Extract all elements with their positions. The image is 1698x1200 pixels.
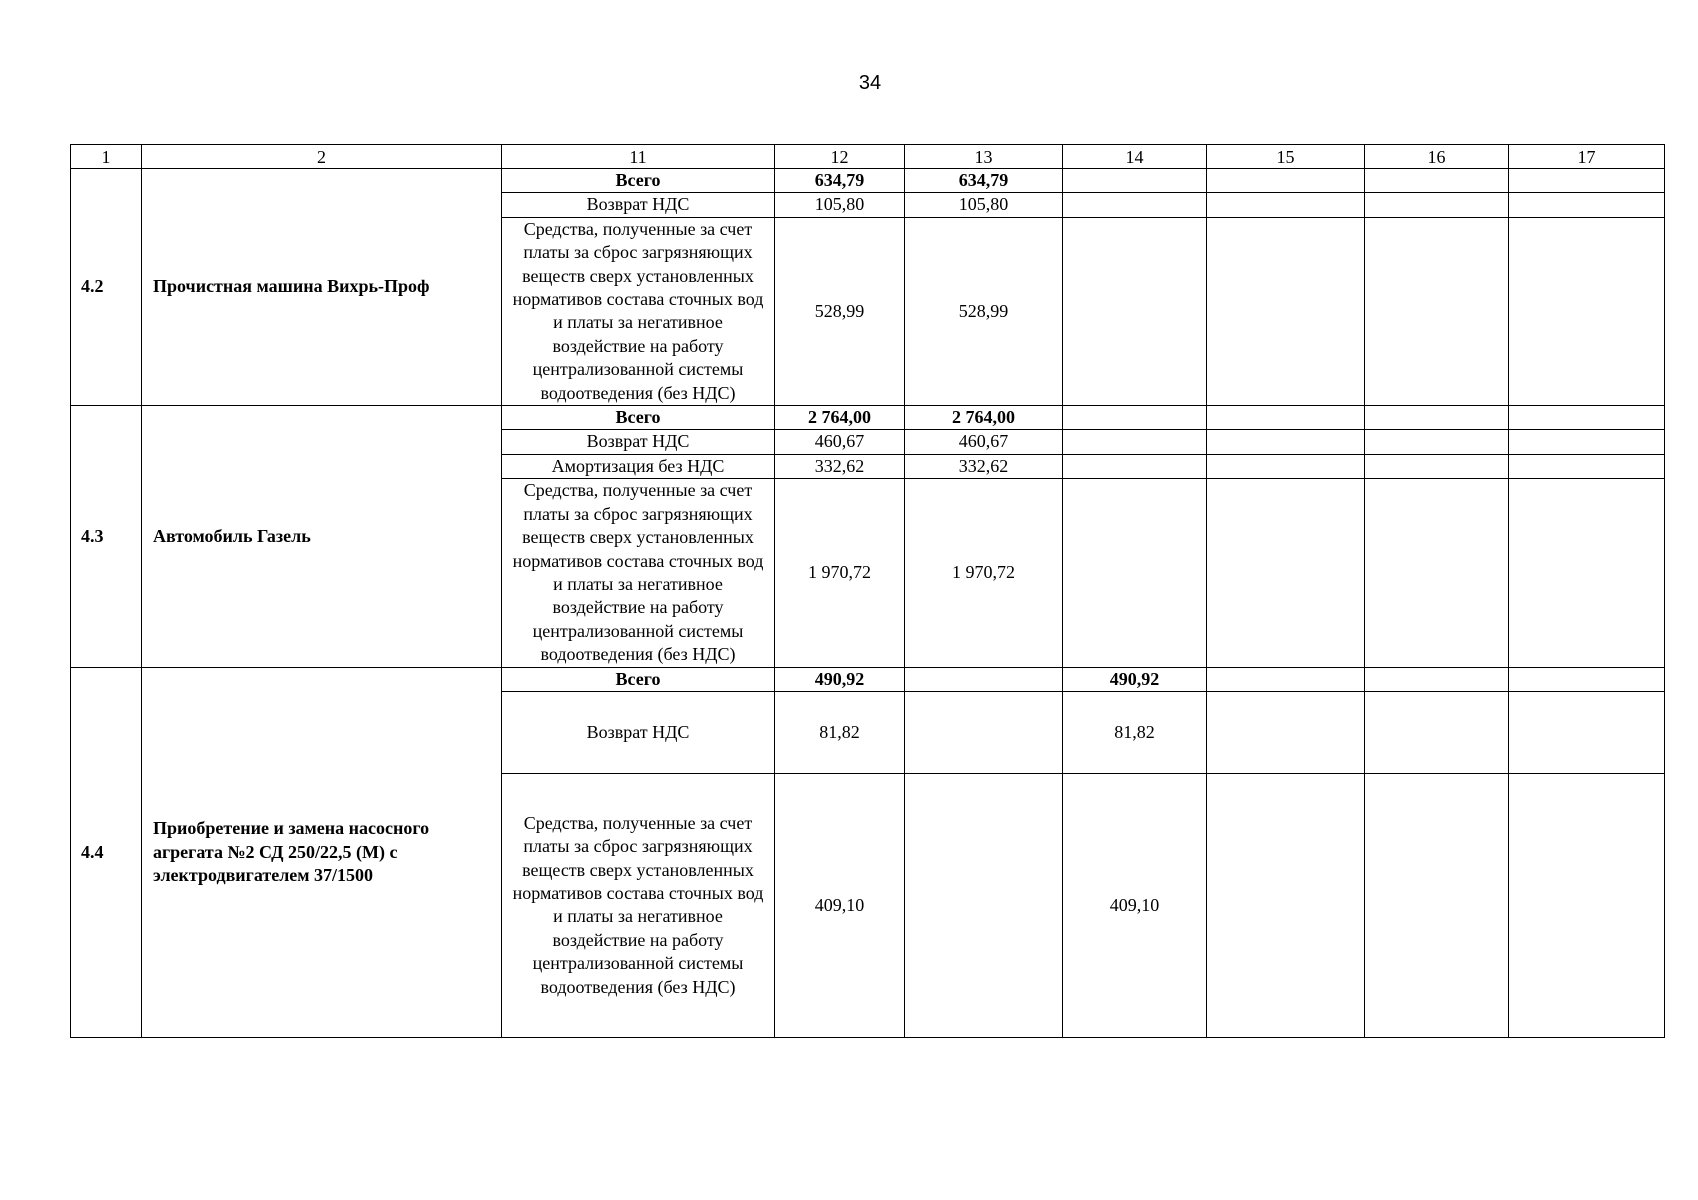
row-label: Возврат НДС xyxy=(502,430,775,454)
column-header: 1 xyxy=(71,145,142,169)
cell-col-17 xyxy=(1509,193,1665,217)
cell-col-14: 490,92 xyxy=(1063,667,1207,691)
cell-col-17 xyxy=(1509,691,1665,773)
cell-col-17 xyxy=(1509,430,1665,454)
cell-col-12: 634,79 xyxy=(775,169,905,193)
cell-col-12: 490,92 xyxy=(775,667,905,691)
cell-col-15 xyxy=(1207,406,1365,430)
cell-col-16 xyxy=(1365,479,1509,667)
cell-col-16 xyxy=(1365,773,1509,1037)
cell-col-13 xyxy=(905,667,1063,691)
cell-col-16 xyxy=(1365,169,1509,193)
item-number: 4.2 xyxy=(71,169,142,406)
row-label: Средства, полученные за счет платы за сброс загрязняющих веществ сверх установленных нормативов состава сточных вод и платы за негативное воздействие на работу централизованной системы водоотведения (без НДС) xyxy=(502,479,775,667)
column-header: 14 xyxy=(1063,145,1207,169)
row-label: Возврат НДС xyxy=(502,691,775,773)
cell-col-12: 332,62 xyxy=(775,454,905,478)
cell-col-15 xyxy=(1207,169,1365,193)
cell-col-16 xyxy=(1365,217,1509,405)
cell-col-14: 81,82 xyxy=(1063,691,1207,773)
cell-col-16 xyxy=(1365,406,1509,430)
cell-col-14 xyxy=(1063,406,1207,430)
cell-col-16 xyxy=(1365,454,1509,478)
cell-col-13: 332,62 xyxy=(905,454,1063,478)
column-header: 12 xyxy=(775,145,905,169)
cell-col-15 xyxy=(1207,773,1365,1037)
cell-col-13: 528,99 xyxy=(905,217,1063,405)
cell-col-16 xyxy=(1365,667,1509,691)
cell-col-13 xyxy=(905,773,1063,1037)
cell-col-14 xyxy=(1063,454,1207,478)
row-label: Всего xyxy=(502,169,775,193)
cell-col-14 xyxy=(1063,430,1207,454)
table-row-total xyxy=(71,169,1665,193)
budget-table xyxy=(70,144,1665,1038)
cell-col-15 xyxy=(1207,193,1365,217)
cell-col-12: 460,67 xyxy=(775,430,905,454)
cell-col-12: 105,80 xyxy=(775,193,905,217)
item-name: Прочистная машина Вихрь-Проф xyxy=(142,169,502,406)
item-number: 4.4 xyxy=(71,667,142,1037)
cell-col-14 xyxy=(1063,479,1207,667)
row-label: Средства, полученные за счет платы за сброс загрязняющих веществ сверх установленных нормативов состава сточных вод и платы за негативное воздействие на работу централизованной системы водоотведения (без НДС) xyxy=(502,773,775,1037)
cell-col-16 xyxy=(1365,193,1509,217)
cell-col-12: 81,82 xyxy=(775,691,905,773)
column-header: 16 xyxy=(1365,145,1509,169)
cell-col-13: 634,79 xyxy=(905,169,1063,193)
cell-col-12: 409,10 xyxy=(775,773,905,1037)
cell-col-17 xyxy=(1509,169,1665,193)
cell-col-13: 2 764,00 xyxy=(905,406,1063,430)
cell-col-15 xyxy=(1207,479,1365,667)
table-header-row xyxy=(71,145,1665,169)
cell-col-13: 1 970,72 xyxy=(905,479,1063,667)
cell-col-13: 460,67 xyxy=(905,430,1063,454)
cell-col-12: 1 970,72 xyxy=(775,479,905,667)
cell-col-14 xyxy=(1063,193,1207,217)
column-header: 13 xyxy=(905,145,1063,169)
column-header: 17 xyxy=(1509,145,1665,169)
column-header: 11 xyxy=(502,145,775,169)
cell-col-15 xyxy=(1207,454,1365,478)
column-header: 15 xyxy=(1207,145,1365,169)
page-number: 34 xyxy=(858,72,882,94)
item-number: 4.3 xyxy=(71,406,142,667)
cell-col-15 xyxy=(1207,430,1365,454)
table-row-total xyxy=(71,667,1665,691)
cell-col-13: 105,80 xyxy=(905,193,1063,217)
row-label: Возврат НДС xyxy=(502,193,775,217)
row-label: Всего xyxy=(502,406,775,430)
cell-col-17 xyxy=(1509,217,1665,405)
item-name: Приобретение и замена насосного агрегата №2 СД 250/22,5 (М) с электродвигателем 37/1500 xyxy=(142,667,502,1037)
row-label: Всего xyxy=(502,667,775,691)
cell-col-16 xyxy=(1365,691,1509,773)
cell-col-14: 409,10 xyxy=(1063,773,1207,1037)
cell-col-14 xyxy=(1063,217,1207,405)
cell-col-17 xyxy=(1509,773,1665,1037)
cell-col-14 xyxy=(1063,169,1207,193)
cell-col-12: 528,99 xyxy=(775,217,905,405)
item-name: Автомобиль Газель xyxy=(142,406,502,667)
cell-col-17 xyxy=(1509,667,1665,691)
column-header: 2 xyxy=(142,145,502,169)
cell-col-17 xyxy=(1509,479,1665,667)
row-label: Амортизация без НДС xyxy=(502,454,775,478)
cell-col-17 xyxy=(1509,406,1665,430)
cell-col-15 xyxy=(1207,217,1365,405)
cell-col-15 xyxy=(1207,691,1365,773)
cell-col-17 xyxy=(1509,454,1665,478)
cell-col-12: 2 764,00 xyxy=(775,406,905,430)
cell-col-13 xyxy=(905,691,1063,773)
table-row-total xyxy=(71,406,1665,430)
cell-col-16 xyxy=(1365,430,1509,454)
row-label: Средства, полученные за счет платы за сброс загрязняющих веществ сверх установленных нормативов состава сточных вод и платы за негативное воздействие на работу централизованной системы водоотведения (без НДС) xyxy=(502,217,775,405)
cell-col-15 xyxy=(1207,667,1365,691)
